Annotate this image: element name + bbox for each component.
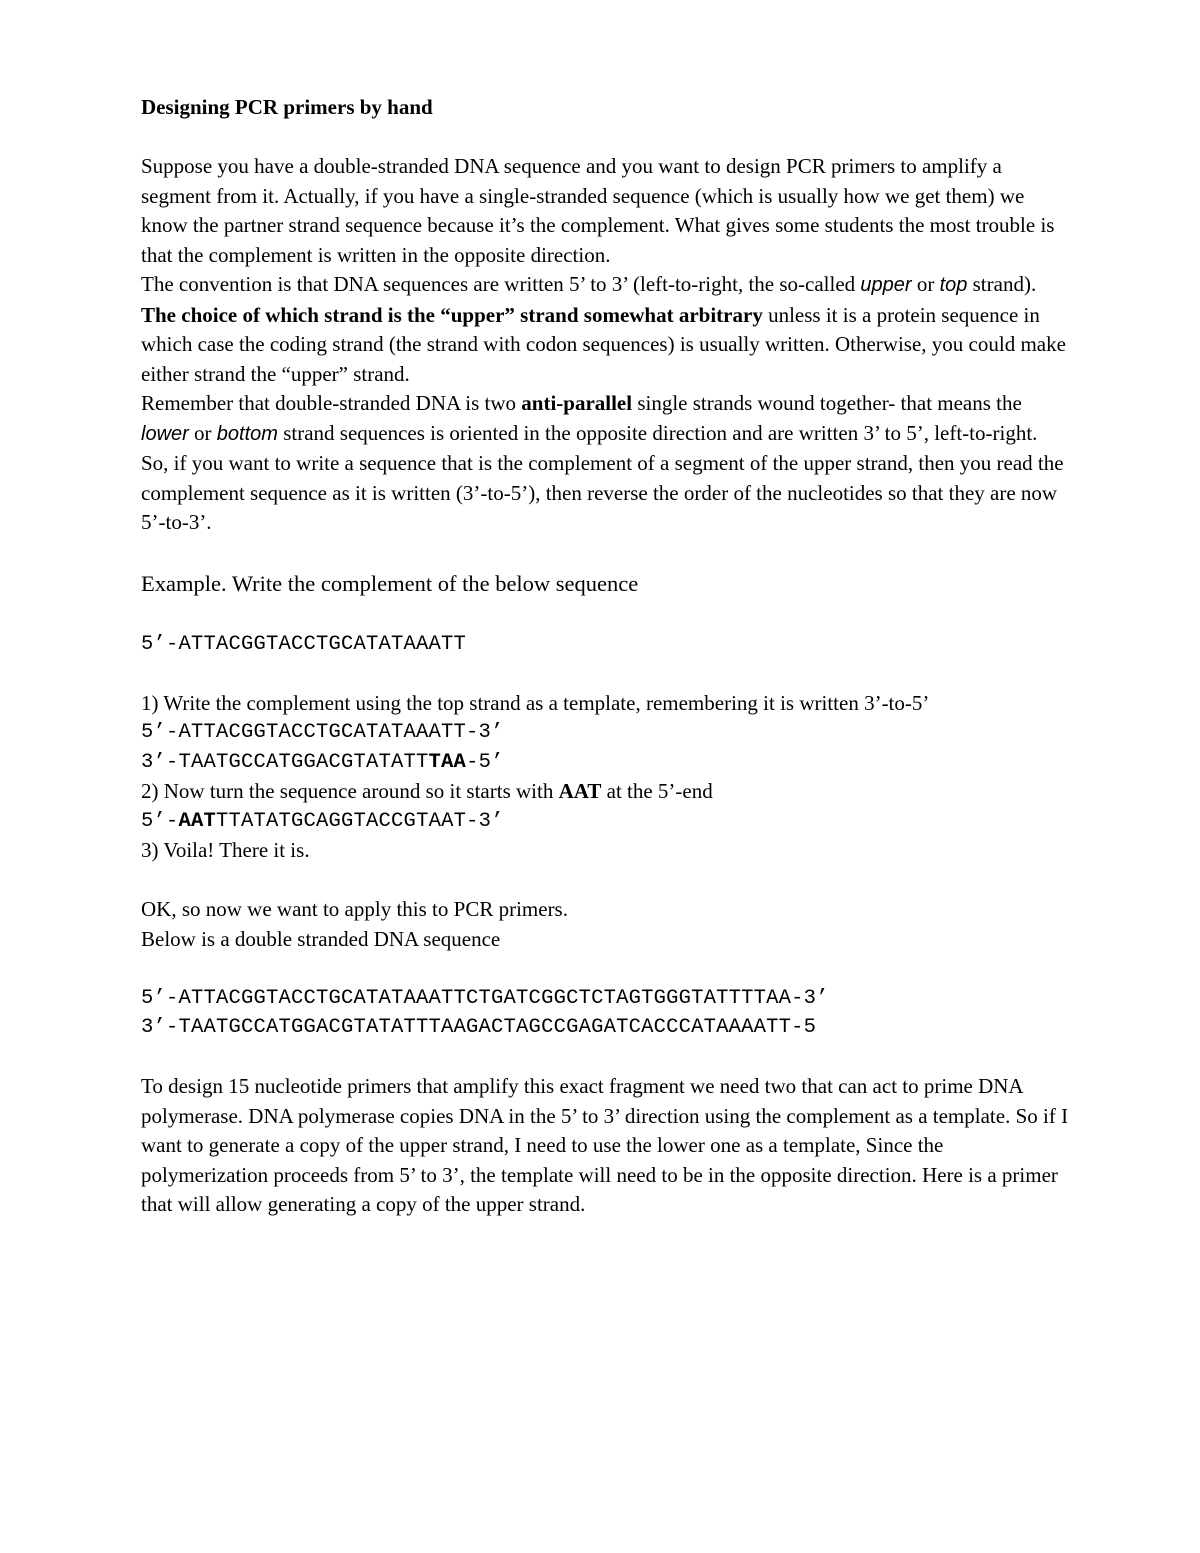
step-1: 1) Write the complement using the top strand as a template, remembering it is written 3’-to-5’ <box>141 690 930 715</box>
spacer <box>141 659 1071 689</box>
highlighted-bases: TAA <box>428 750 467 774</box>
step-2: 2) Now turn the sequence around so it starts with AAT at the 5’-end <box>141 779 713 803</box>
step-2-sequence: 5’-AATTTATATGCAGGTACCGTAAT-3’ <box>141 809 504 833</box>
step-1-sequence-bottom: 3’-TAATGCCATGGACGTATATTTAA-5’ <box>141 750 504 774</box>
spacer <box>141 954 1071 984</box>
ok-line: OK, so now we want to apply this to PCR primers. <box>141 897 568 921</box>
spacer <box>141 866 1071 896</box>
step-1-sequence-top: 5’-ATTACGGTACCTGCATATAAATT-3’ <box>141 721 504 744</box>
highlighted-bases: AAT <box>178 809 217 833</box>
document-page <box>141 93 1071 1220</box>
antiparallel-paragraph: Remember that double-stranded DNA is two anti-parallel single strands wound together- that means the lower or bottom strand sequences is oriented in the opposite direction and are written 3’ to 5’, left-to-right. <box>141 391 1038 445</box>
double-strand-bottom: 3’-TAATGCCATGGACGTATATTTAAGACTAGCCGAGATCACCCATAAAATT-5 <box>141 1016 817 1039</box>
lower-term: lower <box>141 422 189 445</box>
spacer <box>141 538 1071 568</box>
below-line: Below is a double stranded DNA sequence <box>141 926 501 951</box>
bottom-term: bottom <box>216 422 278 445</box>
emphasis-text: The choice of which strand is the “upper” strand somewhat arbitrary <box>141 302 763 327</box>
reverse-paragraph: So, if you want to write a sequence that is the complement of a segment of the upper strand, then you read the complement sequence as it is written (3’-to-5’), then reverse the order of the nucleotides so that they are now 5’-to-3’. <box>141 451 1064 534</box>
spacer <box>141 1043 1071 1073</box>
document-title: Designing PCR primers by hand <box>141 95 433 119</box>
spacer <box>141 123 1071 153</box>
spacer <box>141 600 1071 630</box>
convention-paragraph: The convention is that DNA sequences are written 5’ to 3’ (left-to-right, the so-called upper or top strand). The choice of which strand is the “upper” strand somewhat arbitrary unless it is a protein sequence in which case the coding strand (the strand with codon sequences) is usually written. Otherwise, you could make either strand the “upper” strand. <box>141 272 1066 386</box>
top-term: top <box>939 274 968 296</box>
double-strand-top: 5’-ATTACGGTACCTGCATATAAATTCTGATCGGCTCTAGTGGGTATTTTAA-3’ <box>141 986 829 1010</box>
highlighted-bases: AAT <box>558 779 602 803</box>
step-3: 3) Voila! There it is. <box>141 838 310 862</box>
upper-term: upper <box>860 274 912 296</box>
intro-paragraph: Suppose you have a double-stranded DNA sequence and you want to design PCR primers to amplify a segment from it. Actually, if you have a single-stranded sequence (which is usually how we get them) we know the partner strand sequence because it’s the complement. What gives some students the most trouble is that the complement is written in the opposite direction. <box>141 154 1055 267</box>
example-sequence: 5’-ATTACGGTACCTGCATATAAATT <box>141 632 467 656</box>
antiparallel-term: anti-parallel <box>521 391 633 415</box>
example-heading: Example. Write the complement of the below sequence <box>141 571 639 596</box>
primer-paragraph: To design 15 nucleotide primers that amplify this exact fragment we need two that can act to prime DNA polymerase. DNA polymerase copies DNA in the 5’ to 3’ direction using the complement as a template. So if I want to generate a copy of the upper strand, I need to use the lower one as a template, Since the polymerization proceeds from 5’ to 3’, the template will need to be in the opposite direction. Here is a primer that will allow generating a copy of the upper strand. <box>141 1074 1069 1216</box>
